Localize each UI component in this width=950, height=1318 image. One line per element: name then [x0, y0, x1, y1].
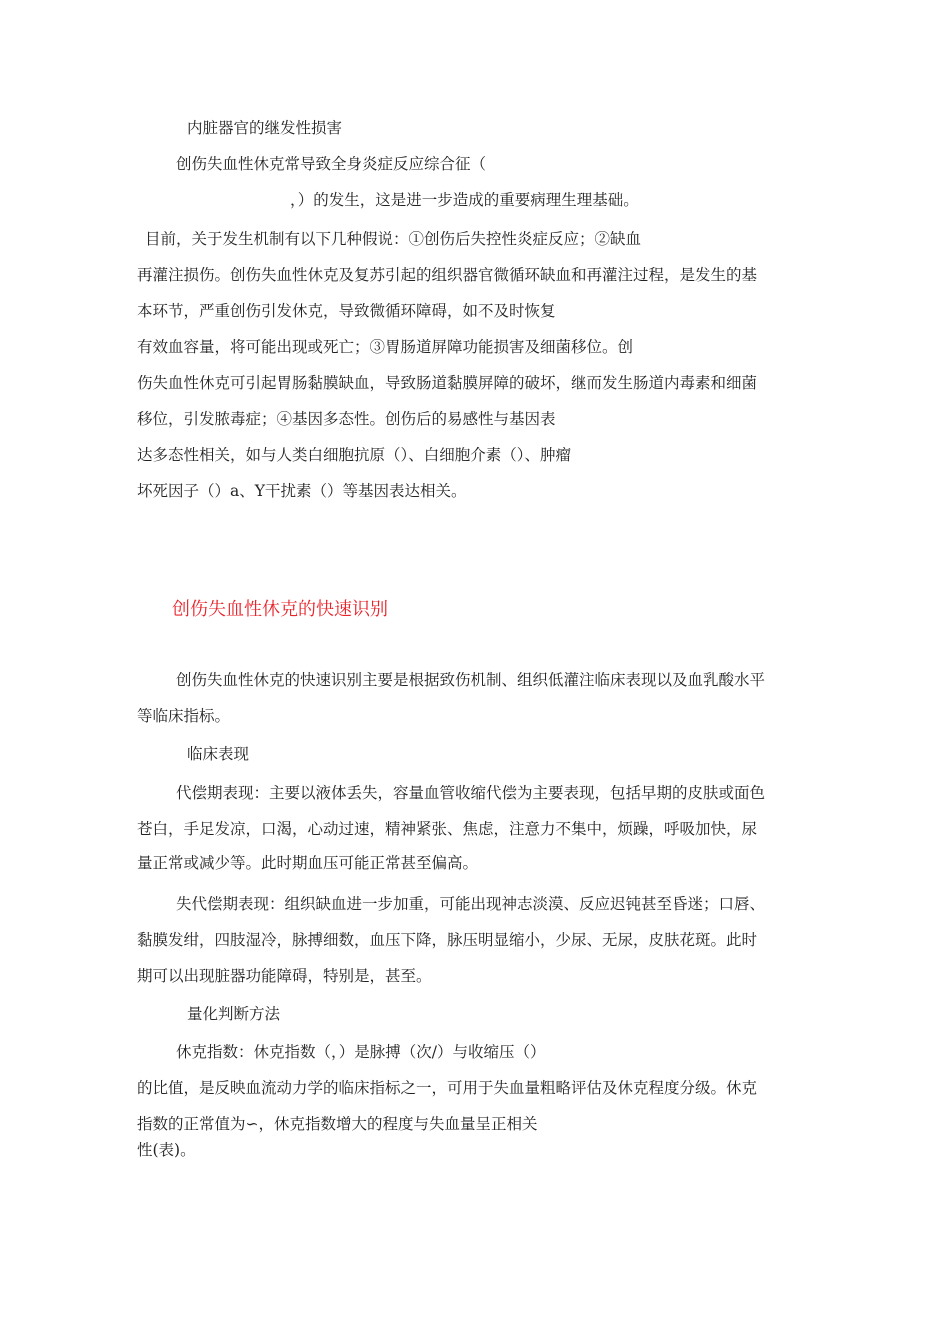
- paragraph-line: 量正常或减少等。此时期血压可能正常甚至偏高。: [137, 854, 479, 872]
- paragraph-line: 创伤失血性休克的快速识别主要是根据致伤机制、组织低灌注临床表现以及血乳酸水平: [176, 671, 766, 689]
- paragraph-line: 有效血容量，将可能出现或死亡；③胃肠道屏障功能损害及细菌移位。创: [137, 338, 634, 356]
- paragraph-line: ，）的发生，这是进一步造成的重要病理生理基础。: [290, 191, 639, 209]
- paragraph-line: 黏膜发绀，四肢湿冷，脉搏细数，血压下降，脉压明显缩小，少尿、无尿，皮肤花斑。此时: [137, 931, 758, 949]
- paragraph-line: 期可以出现脏器功能障碍，特别是，甚至。: [137, 967, 432, 985]
- subheading-organ-damage: 内脏器官的继发性损害: [187, 119, 343, 137]
- paragraph-line: 坏死因子（）a、Y干扰素（）等基因表达相关。: [137, 482, 467, 500]
- paragraph-line: 再灌注损伤。创伤失血性休克及复苏引起的组织器官微循环缺血和再灌注过程，是发生的基: [137, 266, 758, 284]
- paragraph-line: 代偿期表现：主要以液体丢失，容量血管收缩代偿为主要表现，包括早期的皮肤或面色: [176, 784, 766, 802]
- paragraph-line: 等临床指标。: [137, 707, 231, 725]
- paragraph-line: 达多态性相关，如与人类白细胞抗原（）、白细胞介素（）、肿瘤: [137, 446, 572, 464]
- paragraph-line: 休克指数：休克指数（，）是脉搏（次/）与收缩压（）: [176, 1043, 546, 1061]
- paragraph-line: 本环节，严重创伤引发休克，导致微循环障碍，如不及时恢复: [137, 302, 556, 320]
- subheading-quantification: 量化判断方法: [187, 1005, 281, 1023]
- paragraph-line: 创伤失血性休克常导致全身炎症反应综合征（: [176, 155, 487, 173]
- paragraph-line: 的比值，是反映血流动力学的临床指标之一，可用于失血量粗略评估及休克程度分级。休克: [137, 1079, 758, 1097]
- paragraph-line: 苍白，手足发凉，口渴，心动过速，精神紧张、焦虑，注意力不集中，烦躁，呼吸加快，尿: [137, 820, 758, 838]
- section-heading: 创伤失血性休克的快速识别: [172, 599, 388, 620]
- paragraph-line: 失代偿期表现：组织缺血进一步加重，可能出现神志淡漠、反应迟钝甚至昏迷；口唇、: [176, 895, 766, 913]
- paragraph-line: 伤失血性休克可引起胃肠黏膜缺血，导致肠道黏膜屏障的破坏，继而发生肠道内毒素和细菌: [137, 374, 758, 392]
- subheading-clinical: 临床表现: [187, 745, 250, 763]
- paragraph-line: 目前，关于发生机制有以下几种假说：①创伤后失控性炎症反应；②缺血: [145, 230, 642, 248]
- paragraph-line: 性(表)。: [137, 1141, 196, 1159]
- paragraph-line: 移位，引发脓毒症；④基因多态性。创伤后的易感性与基因表: [137, 410, 556, 428]
- paragraph-line: 指数的正常值为∽，休克指数增大的程度与失血量呈正相关: [137, 1115, 538, 1133]
